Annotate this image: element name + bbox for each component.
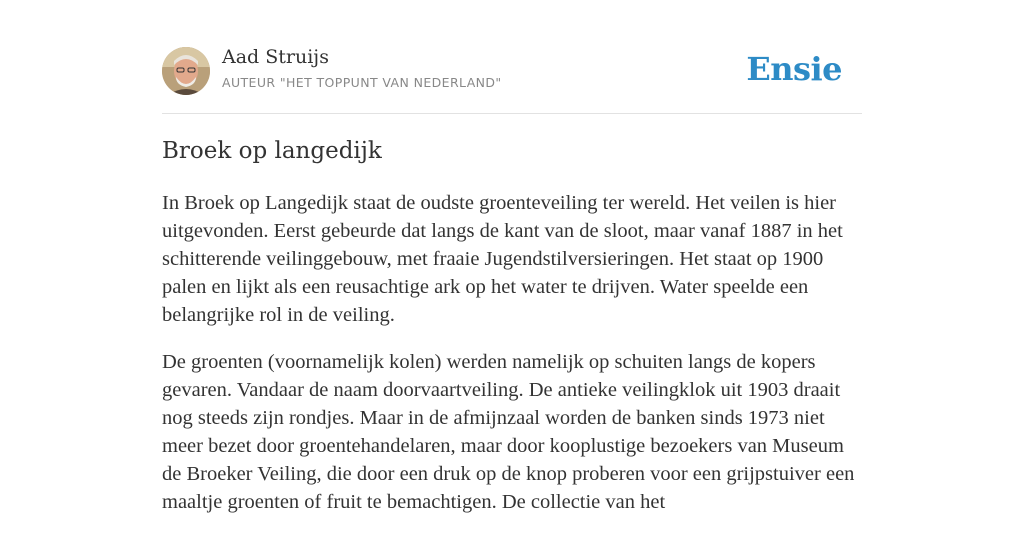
author-header — [162, 0, 862, 114]
author-name[interactable]: Aad Struijs — [222, 46, 329, 68]
article-paragraph: De groenten (voornamelijk kolen) werden namelijk op schuiten langs de kopers gevaren. Vandaar de naam doorvaartveiling. De antieke veilingklok uit 1903 draait nog steeds zijn rondjes. Maar in de afmijnzaal worden de banken sinds 1973 niet meer bezet door groentehandelaren, maar door kooplustige bezoekers van Museum de Broeker Veiling, die door een druk op de knop proberen voor een grijpstuiver een maaltje groenten of fruit te bemachtigen. De collectie van het — [162, 351, 855, 513]
article-title: Broek op langedijk — [162, 138, 382, 164]
author-tagline: AUTEUR "HET TOPPUNT VAN NEDERLAND" — [222, 75, 502, 90]
avatar-portrait-icon — [162, 47, 210, 95]
brand-logo[interactable]: Ensie — [746, 50, 842, 88]
page-container — [162, 0, 862, 513]
avatar[interactable] — [162, 47, 210, 95]
article-body — [162, 189, 862, 535]
article-paragraph: In Broek op Langedijk staat de oudste groenteveiling ter wereld. Het veilen is hier uitgevonden. Eerst gebeurde dat langs de kant van de sloot, maar vanaf 1887 in het schitterende veilinggebouw, met fraaie Jugendstilversieringen. Het staat op 1900 palen en lijkt als een reusachtige ark op het water te drijven. Water speelde een belangrijke rol in de veiling. — [162, 192, 843, 326]
